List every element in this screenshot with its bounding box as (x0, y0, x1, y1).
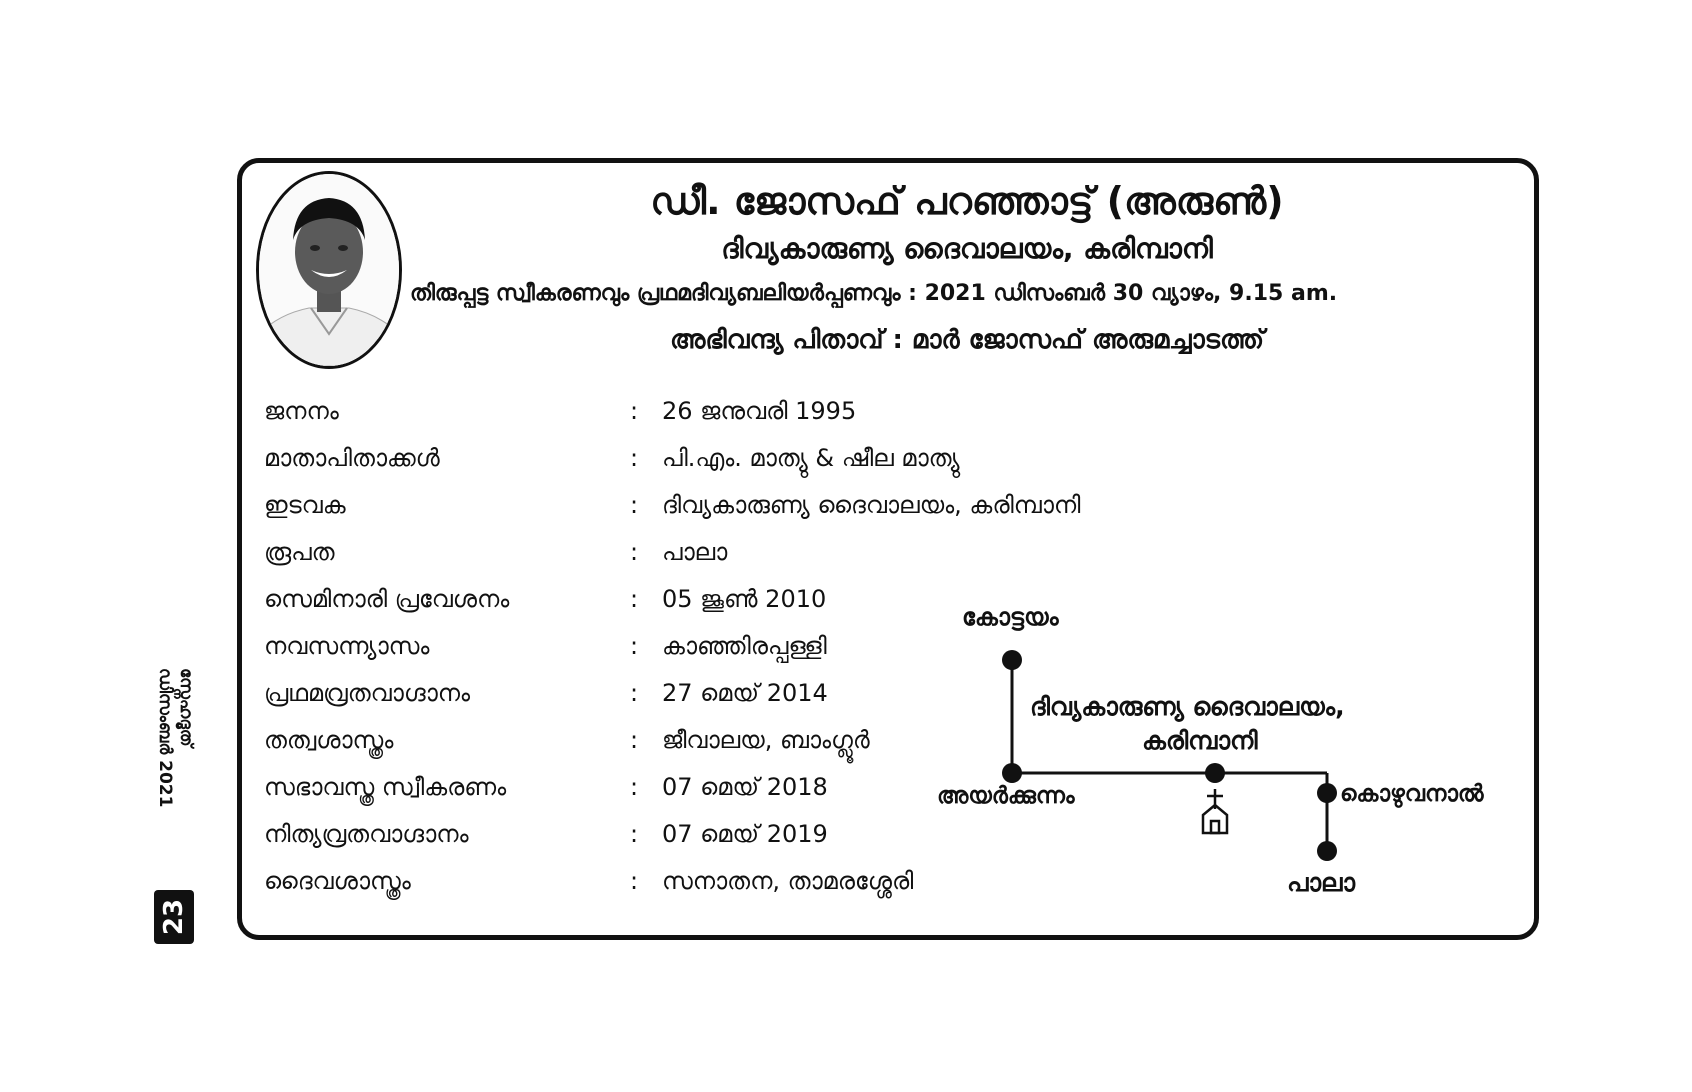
label-kottayam: കോട്ടയം (962, 603, 1059, 631)
detail-row (264, 534, 1004, 581)
detail-separator: : (630, 632, 639, 660)
magazine-issue: ഡിസംബർ 2021 (155, 668, 175, 808)
detail-value: ദിവ്യകാരുണ്യ ദൈവാലയം, കരിമ്പാനി (662, 491, 1081, 519)
detail-label: രൂപത (264, 538, 335, 566)
detail-value: 05 ജൂൺ 2010 (662, 585, 827, 613)
detail-separator: : (630, 444, 639, 472)
node-ayarkunnam (1002, 763, 1022, 783)
detail-value: 27 മെയ് 2014 (662, 679, 828, 707)
portrait-photo (256, 171, 402, 369)
route-map (862, 603, 1542, 933)
profile-card (237, 158, 1539, 940)
detail-separator: : (630, 538, 639, 566)
portrait-illustration (259, 174, 399, 366)
label-kozhuvanal: കൊഴുവനാൽ (1340, 781, 1484, 807)
detail-value: പാലാ (662, 538, 728, 566)
detail-value: 07 മെയ് 2018 (662, 773, 828, 801)
detail-separator: : (630, 773, 639, 801)
detail-separator: : (630, 867, 639, 895)
detail-separator: : (630, 397, 639, 425)
label-ayarkunnam: അയർക്കുന്നം (937, 783, 1075, 809)
detail-label: ജനനം (264, 397, 339, 425)
detail-label: പ്രഥമവ്രതവാഗ്ദാനം (264, 679, 471, 707)
detail-label: നവസന്ന്യാസം (264, 632, 430, 660)
detail-separator: : (630, 585, 639, 613)
node-kottayam (1002, 650, 1022, 670)
node-church (1205, 763, 1225, 783)
magazine-running-head (152, 668, 196, 878)
label-pala: പാലാ (1287, 868, 1356, 897)
detail-label: തത്വശാസ്ത്രം (264, 726, 394, 754)
label-church-line1: ദിവ്യകാരുണ്യ ദൈവാലയം, (1030, 692, 1345, 721)
parish-church: ദിവ്യകാരുണ്യ ദൈവാലയം, കരിമ്പാനി (721, 232, 1213, 265)
detail-value: 07 മെയ് 2019 (662, 820, 828, 848)
detail-value: ജീവാലയ, ബാംഗ്ലൂർ (662, 726, 870, 754)
detail-label: സഭാവസ്ത്ര സ്വീകരണം (264, 773, 507, 801)
detail-separator: : (630, 820, 639, 848)
detail-row (264, 393, 1004, 440)
detail-separator: : (630, 491, 639, 519)
detail-value: പി.എം. മാത്യു & ഷീല മാത്യു (662, 444, 960, 472)
church-icon (1203, 789, 1227, 833)
detail-value: സനാതന, താമരശ്ശേരി (662, 867, 914, 895)
detail-label: ദൈവശാസ്ത്രം (264, 867, 411, 895)
detail-value: കാഞ്ഞിരപ്പള്ളി (662, 632, 827, 660)
detail-label: മാതാപിതാക്കൾ (264, 444, 440, 472)
detail-label: ഇടവക (264, 491, 346, 519)
deacon-name: ഡീ. ജോസഫ് പറഞ്ഞാട്ട് (അരുൺ) (650, 179, 1284, 223)
label-church-line2: കരിമ്പാനി (1142, 726, 1258, 755)
page-number: 23 (159, 898, 189, 936)
magazine-name: സ്നേഹദൂത് (176, 668, 196, 747)
detail-separator: : (630, 726, 639, 754)
detail-row (264, 487, 1081, 534)
node-pala (1317, 841, 1337, 861)
bishop-info: അഭിവന്ദ്യ പിതാവ് : മാർ ജോസഫ് അരുമച്ചാടത്ത് (669, 325, 1265, 355)
ordination-info: തിരുപ്പട്ട സ്വീകരണവും പ്രഥമദിവ്യബലിയർപ്പണവും : 2021 ഡിസംബർ 30 വ്യാഴം, 9.15 am. (410, 281, 1338, 306)
detail-label: സെമിനാരി പ്രവേശനം (264, 585, 510, 613)
detail-label: നിത്യവ്രതവാഗ്ദാനം (264, 820, 469, 848)
detail-separator: : (630, 679, 639, 707)
node-kozhuvanal (1317, 783, 1337, 803)
detail-row (264, 440, 1004, 487)
detail-value: 26 ജനുവരി 1995 (662, 397, 857, 425)
